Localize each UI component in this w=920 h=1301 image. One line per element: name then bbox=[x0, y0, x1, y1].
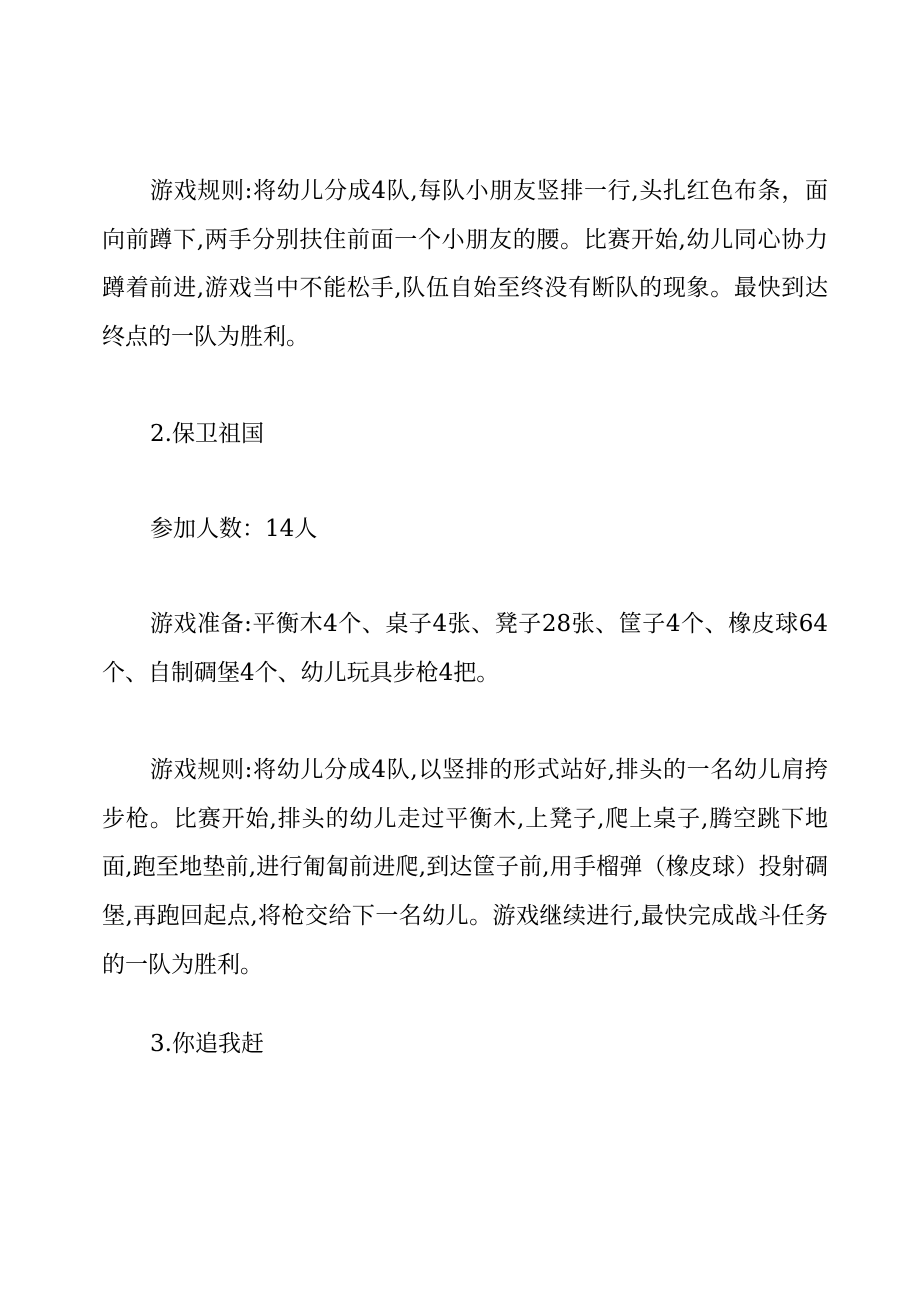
participants-paragraph: 参加人数：14人 bbox=[150, 516, 318, 542]
game-rules-paragraph-2: 游戏规则:将幼儿分成4队,以竖排的形式站好,排头的一名幼儿肩挎步枪。比赛开始,排头的幼儿走过平衡木,上凳子,爬上桌子,腾空跳下地面,跑至地垫前,进行匍匐前进爬,到达筐子前,用手榴弹（橡皮球）投射碉堡,再跑回起点,将枪交给下一名幼儿。游戏继续进行,最快完成战斗任务的一队为胜利。 bbox=[102, 757, 828, 978]
game-rules-paragraph-1: 游戏规则:将幼儿分成4队,每队小朋友竖排一行,头扎红色布条，面向前蹲下,两手分别扶住前面一个小朋友的腰。比赛开始,幼儿同心协力蹲着前进,游戏当中不能松手,队伍自始至终没有断队的现象。最快到达终点的一队为胜利。 bbox=[102, 178, 828, 351]
game-preparation-paragraph: 游戏准备:平衡木4个、桌子4张、凳子28张、筐子4个、橡皮球64个、自制碉堡4个、幼儿玩具步枪4把。 bbox=[102, 611, 828, 686]
section-heading-3: 3.你追我赶 bbox=[150, 1031, 264, 1057]
section-heading-2: 2.保卫祖国 bbox=[150, 421, 264, 447]
